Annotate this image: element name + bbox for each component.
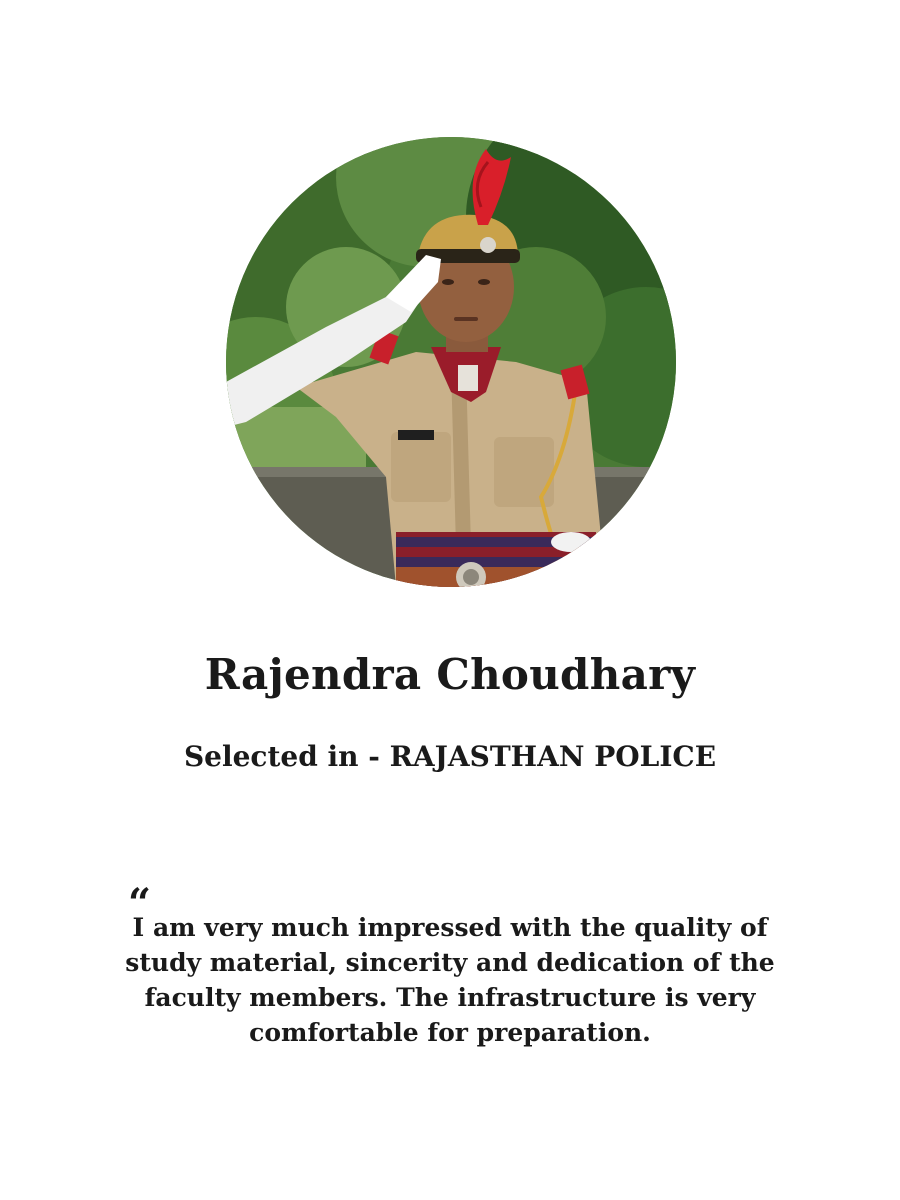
testimonial-line: faculty members. The infrastructure is very	[144, 983, 756, 1012]
testimonial-text	[110, 910, 790, 1050]
quote-mark-icon: “	[128, 880, 152, 927]
person-name: Rajendra Choudhary	[204, 650, 696, 699]
testimonial-line: study material, sincerity and dedication of the	[125, 948, 775, 977]
selection-label: Selected in - RAJASTHAN POLICE	[183, 740, 717, 773]
profile-photo	[226, 137, 676, 587]
testimonial-line: comfortable for preparation.	[249, 1018, 651, 1047]
saluting-officer-photo	[226, 137, 676, 587]
testimonial-line: I am very much impressed with the quality of	[132, 913, 768, 942]
